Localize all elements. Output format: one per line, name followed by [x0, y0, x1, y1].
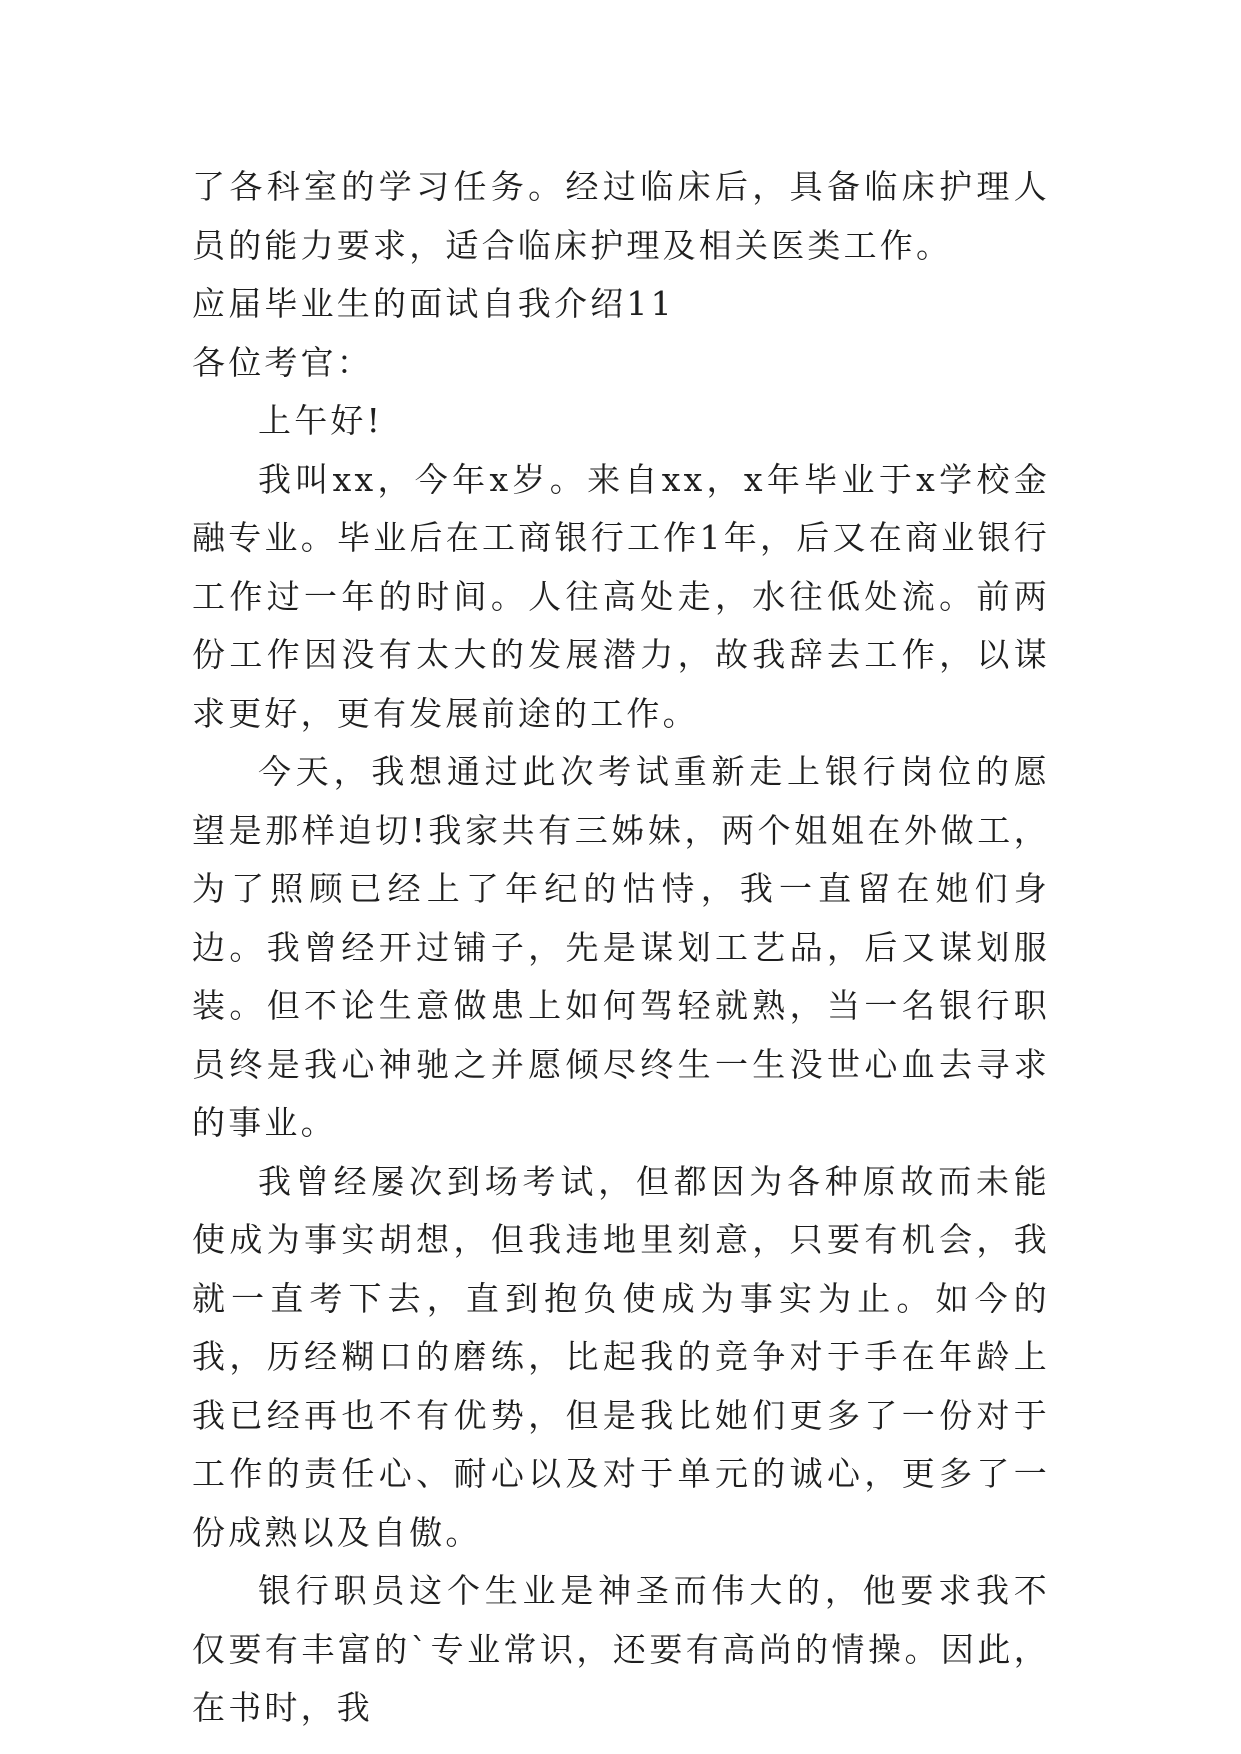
- paragraph-continuation: 了各科室的学习任务。经过临床后，具备临床护理人员的能力要求，适合临床护理及相关医类工作。: [192, 167, 1050, 265]
- greeting: 上午好!: [258, 401, 384, 440]
- section-heading: 应届毕业生的面试自我介绍11: [192, 284, 675, 323]
- paragraph-career: 银行职员这个生业是神圣而伟大的，他要求我不仅要有丰富的`专业常识，还要有高尚的情操。因此，在书时，我: [192, 1571, 1050, 1727]
- salutation: 各位考官：: [192, 342, 373, 382]
- paragraph-persistence: 我曾经屡次到场考试，但都因为各种原故而未能使成为事实胡想，但我违地里刻意，只要有机会，我就一直考下去，直到抱负使成为事实为止。如今的我，历经糊口的磨练，比起我的竞争对于手在年龄上我已经再也不有优势，但是我比她们更多了一份对于工作的责任心、耐心以及对于单元的诚心，更多了一份成熟以及自傲。: [192, 1161, 1050, 1552]
- paragraph-introduction: 我叫xx，今年x岁。来自xx，x年毕业于x学校金融专业。毕业后在工商银行工作1年，后又在商业银行工作过一年的时间。人往高处走，水往低处流。前两份工作因没有太大的发展潜力，故我辞去工作，以谋求更好，更有发展前途的工作。: [192, 459, 1050, 733]
- paragraph-motivation: 今天，我想通过此次考试重新走上银行岗位的愿望是那样迫切!我家共有三姊妹，两个姐姐在外做工，为了照顾已经上了年纪的怙恃，我一直留在她们身边。我曾经开过铺子，先是谋划工艺品，后又谋划服装。但不论生意做患上如何驾轻就熟，当一名银行职员终是我心神驰之并愿倾尽终生一生没世心血去寻求的事业。: [192, 752, 1050, 1142]
- document-body: [192, 158, 1050, 1738]
